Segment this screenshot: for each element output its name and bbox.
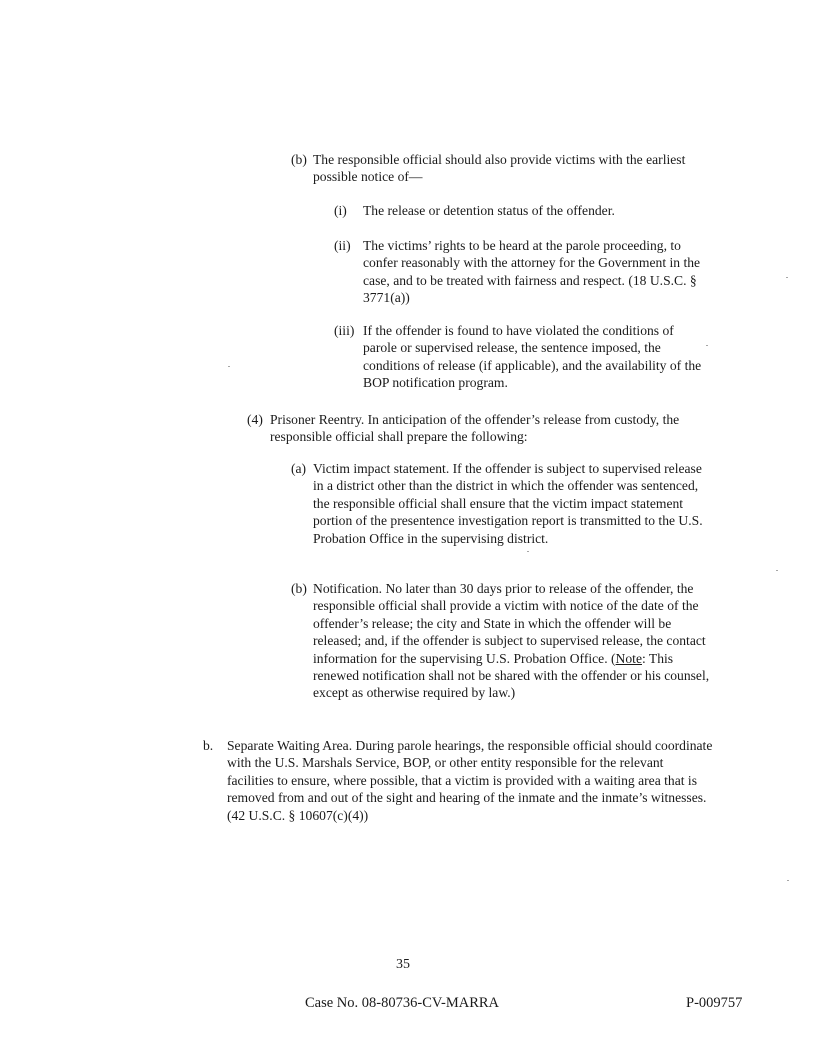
- scan-speck: [228, 366, 230, 367]
- list-marker: (i): [334, 203, 347, 218]
- scan-speck: [776, 570, 778, 571]
- list-marker: (a): [291, 461, 307, 476]
- list-marker: (b): [291, 581, 307, 596]
- list-item-text: [291, 580, 711, 702]
- list-marker: (iii): [334, 323, 355, 338]
- note-label: Note: [615, 650, 642, 666]
- list-item-text: If the offender is found to have violated the conditions of parole or supervised release, the sentence imposed, the conditions of release (if applicable), and the availability of the BOP notification program.: [363, 323, 702, 391]
- list-item-text: The responsible official should also provide victims with the earliest possible notice of—: [313, 152, 686, 185]
- list-marker: (4): [247, 412, 263, 427]
- list-item-ii: [334, 237, 704, 307]
- scan-speck: [527, 551, 529, 552]
- list-item-text: The release or detention status of the offender.: [363, 203, 615, 218]
- bates-number: P-009757: [686, 995, 743, 1011]
- list-item-victim-impact-statement: [291, 460, 711, 547]
- list-item-b-notice: [291, 151, 711, 186]
- list-marker: b.: [203, 738, 214, 753]
- list-marker: (b): [291, 152, 307, 167]
- list-item-prisoner-reentry: [247, 411, 717, 446]
- list-item-notification: [291, 580, 711, 702]
- list-item-iii: [334, 322, 704, 392]
- case-number: Case No. 08-80736-CV-MARRA: [305, 995, 500, 1011]
- scan-speck: [786, 277, 788, 278]
- list-item-text: Prisoner Reentry. In anticipation of the offender’s release from custody, the responsible official shall prepare the following:: [270, 412, 680, 445]
- list-item-i: [334, 202, 704, 219]
- scan-speck: [706, 345, 708, 346]
- list-item-separate-waiting-area: [203, 737, 713, 824]
- list-marker: (ii): [334, 238, 351, 253]
- list-item-text: Separate Waiting Area. During parole hearings, the responsible official should coordinate with the U.S. Marshals Service, BOP, or other entity responsible for the relevant facilities to ensure, where possible, that a victim is provided with a waiting area that is removed from and out of the sight and hearing of the inmate and the inmate’s witnesses. (42 U.S.C. § 10607(c)(4)): [227, 738, 713, 823]
- list-item-text: The victims’ rights to be heard at the parole proceeding, to confer reasonably with the attorney for the Government in the case, and to be treated with fairness and respect. (18 U.S.C. § 3771(a)): [363, 238, 701, 306]
- notification-text: Notification. No later than 30 days prior to release of the offender, the responsible official shall provide a victim with notice of the date of the offender’s release; the city and State in which the offender will be released; and, if the offender is subject to supervised release, the contact information for the supervising U.S. Probation Office. (: [313, 581, 706, 666]
- page-number: 35: [396, 957, 410, 972]
- list-item-text: Victim impact statement. If the offender is subject to supervised release in a district other than the district in which the offender was sentenced, the responsible official shall ensure that the victim impact statement portion of the presentence investigation report is transmitted to the U.S. Probation Office in the supervising district.: [313, 461, 703, 546]
- scan-speck: [787, 880, 789, 881]
- notification-note-text: : This renewed notification shall not be shared with the offender or his counsel, except as otherwise required by law.): [313, 650, 710, 701]
